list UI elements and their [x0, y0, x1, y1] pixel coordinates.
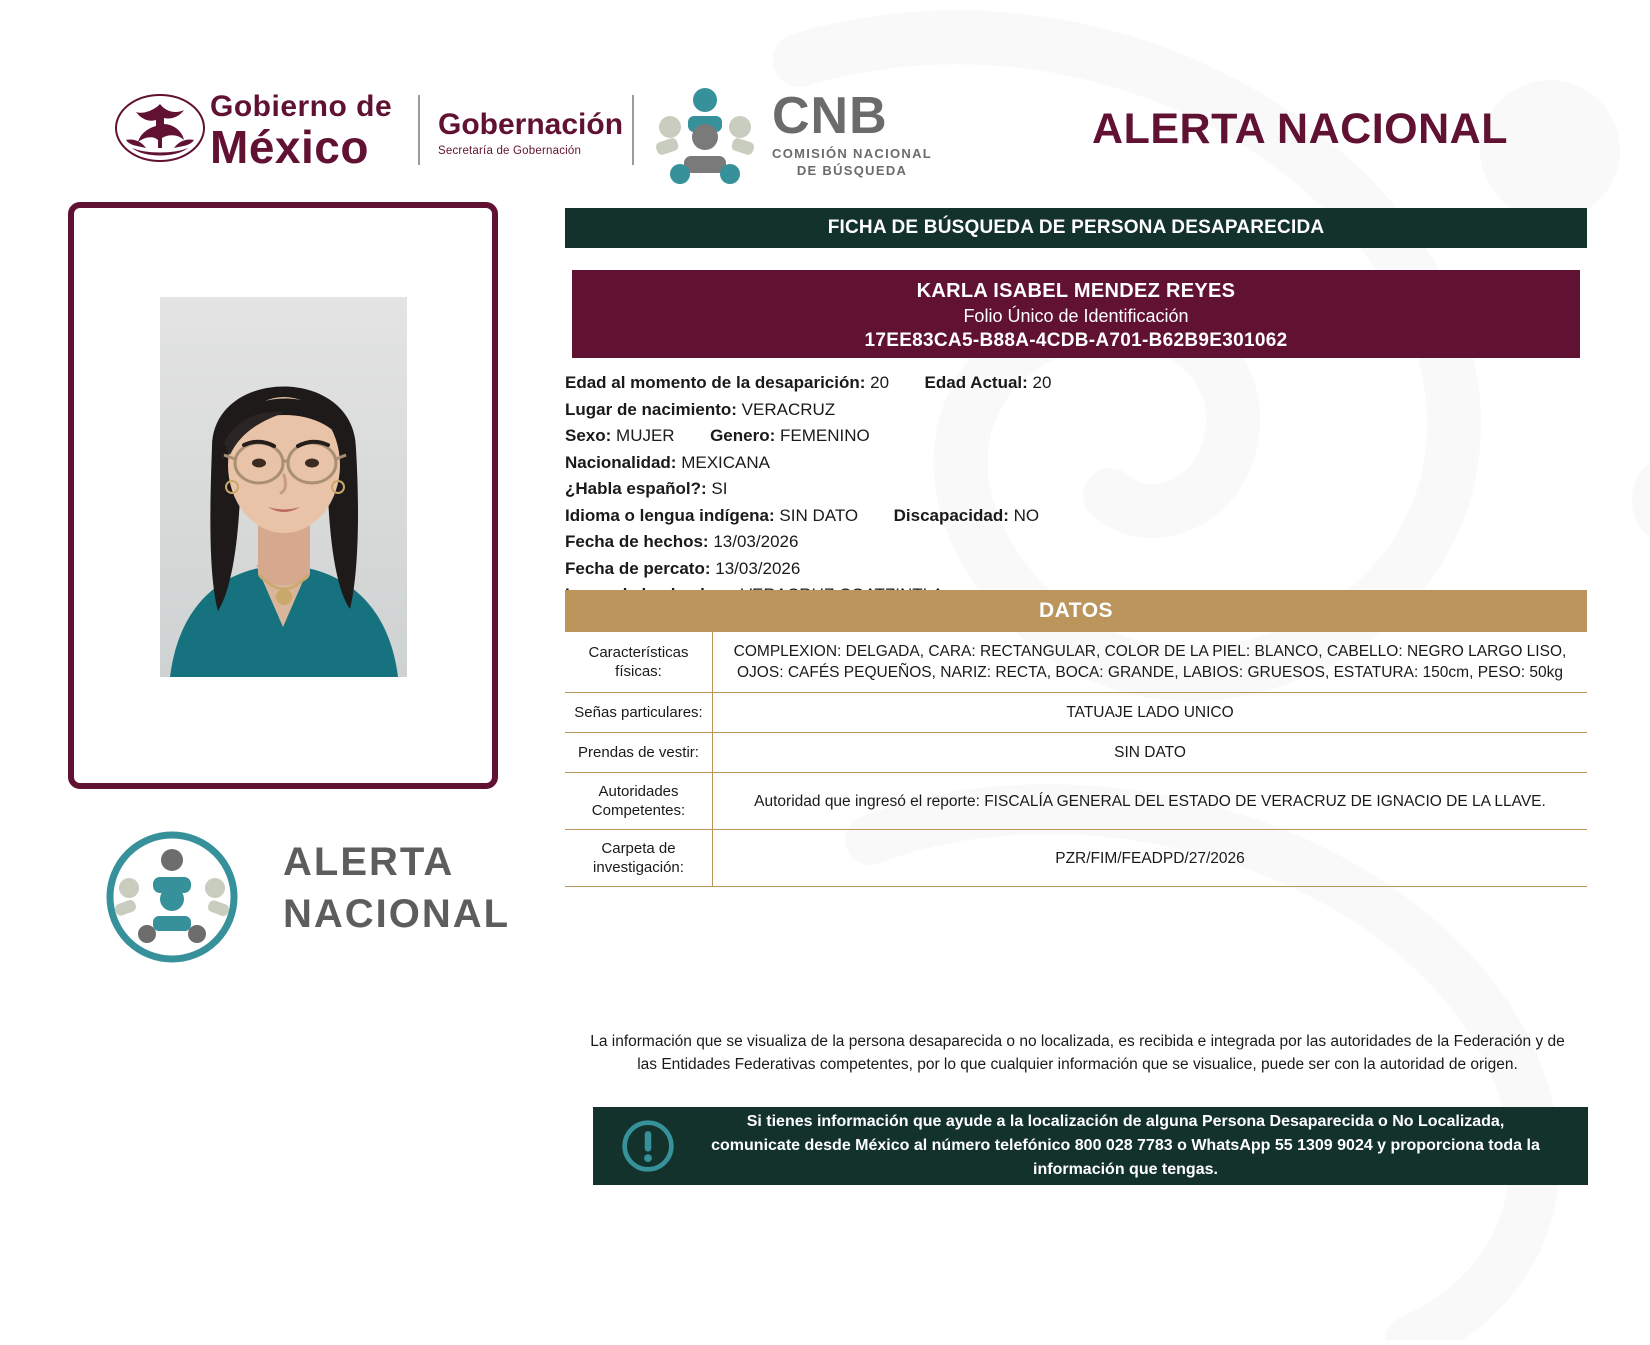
label-edad-desaparicion: Edad al momento de la desaparición:	[565, 373, 866, 392]
ficha-banner: FICHA DE BÚSQUEDA DE PERSONA DESAPARECIDA	[565, 208, 1587, 248]
datos-value-2: SIN DATO	[713, 733, 1588, 773]
label-sexo: Sexo:	[565, 426, 612, 445]
person-banner	[572, 270, 1580, 358]
label-edad-actual: Edad Actual:	[924, 373, 1028, 392]
folio-label: Folio Único de Identificación	[963, 306, 1189, 326]
field-row-lugar-nacimiento	[565, 397, 1587, 424]
label-habla-espanol: ¿Habla español?:	[565, 479, 707, 498]
label-fecha-hechos: Fecha de hechos:	[565, 532, 709, 551]
person-fields	[565, 370, 1587, 609]
alerta-badge-icon	[85, 830, 260, 965]
field-row-sexo-genero	[565, 423, 1587, 450]
contact-bar	[593, 1107, 1588, 1185]
missing-person-photo	[160, 297, 407, 677]
segob-wordmark	[438, 108, 623, 157]
label-nacionalidad: Nacionalidad:	[565, 452, 677, 472]
field-row-habla-espanol	[565, 476, 1587, 503]
value-discapacidad: NO	[1013, 505, 1040, 525]
datos-label-4: Carpeta de investigación:	[565, 830, 713, 887]
segob-line2: Secretaría de Gobernación	[438, 145, 582, 157]
field-row-idioma-discapacidad	[565, 503, 1587, 530]
datos-header: DATOS	[565, 590, 1587, 632]
value-edad-desaparicion: 20	[870, 373, 890, 392]
label-fecha-percato: Fecha de percato:	[565, 558, 711, 578]
alerta-nacional-badge	[85, 830, 511, 965]
value-nacionalidad: MEXICANA	[681, 452, 770, 472]
datos-value-4: PZR/FIM/FEADPD/27/2026	[713, 830, 1588, 887]
cnb-line2: DE BÚSQUEDA	[796, 162, 908, 178]
label-genero: Genero:	[710, 426, 776, 445]
contact-text: Si tienes información que ayude a la localización de alguna Persona Desaparecida o No Localizada, comunicate desde México al número telefónico 800 028 7783 o WhatsApp 55 1309 9024 y proporciona toda la información que tengas.	[711, 1113, 1540, 1178]
table-row	[565, 733, 1587, 773]
table-row	[565, 693, 1587, 733]
label-lugar-nacimiento: Lugar de nacimiento:	[565, 399, 737, 419]
field-row-fecha-percato	[565, 556, 1587, 583]
datos-label-3: Autoridades Competentes:	[565, 773, 713, 830]
label-idioma: Idioma o lengua indígena:	[565, 505, 775, 525]
field-row-fecha-hechos	[565, 529, 1587, 556]
value-edad-actual: 20	[1032, 373, 1052, 392]
badge-word-nacional: NACIONAL	[283, 892, 511, 936]
table-row	[565, 632, 1587, 693]
datos-table	[565, 632, 1587, 887]
table-row	[565, 773, 1587, 830]
badge-word-alerta: ALERTA	[283, 840, 455, 884]
page-title: ALERTA NACIONAL	[1092, 105, 1508, 153]
person-name: KARLA ISABEL MENDEZ REYES	[916, 280, 1236, 302]
datos-value-3: Autoridad que ingresó el reporte: FISCALÍA GENERAL DEL ESTADO DE VERACRUZ DE IGNACIO DE LA LLAVE.	[713, 773, 1588, 830]
table-row	[565, 830, 1587, 887]
datos-label-1: Señas particulares:	[565, 693, 713, 733]
page-header	[0, 0, 1650, 190]
value-fecha-percato: 13/03/2026	[715, 558, 801, 578]
mexican-coat-of-arms-icon	[112, 92, 208, 164]
cnb-acronym: CNB	[772, 87, 888, 145]
folio-value: 17EE83CA5-B88A-4CDB-A701-B62B9E301062	[864, 330, 1288, 351]
field-row-nacionalidad	[565, 450, 1587, 477]
value-sexo: MUJER	[616, 426, 675, 445]
cnb-wordmark	[772, 87, 933, 179]
exclamation-icon	[593, 1118, 703, 1174]
datos-label-2: Prendas de vestir:	[565, 733, 713, 773]
value-fecha-hechos: 13/03/2026	[713, 532, 799, 551]
header-divider-2	[632, 95, 634, 165]
header-divider-1	[418, 95, 420, 165]
datos-value-1: TATUAJE LADO UNICO	[713, 693, 1588, 733]
gob-line2: México	[210, 121, 369, 173]
datos-label-0: Características físicas:	[565, 632, 713, 693]
value-habla-espanol: SI	[711, 479, 728, 498]
disclaimer-text: La información que se visualiza de la persona desaparecida o no localizada, es recibida e integrada por las autoridades de la Federación y de las Entidades Federativas competentes, por lo que cualquier información que se visualice, puede ser con la autoridad de origen.	[590, 1033, 1565, 1073]
datos-value-0: COMPLEXION: DELGADA, CARA: RECTANGULAR, COLOR DE LA PIEL: BLANCO, CABELLO: NEGRO LARGO LISO, OJOS: CAFÉS PEQUEÑOS, NARIZ: RECTA, BOCA: GRANDE, LABIOS: GRUESOS, ESTATURA: 150cm, PESO: 50kg	[713, 632, 1588, 693]
value-lugar-nacimiento: VERACRUZ	[741, 399, 836, 419]
cnb-line1: COMISIÓN NACIONAL	[772, 146, 933, 162]
value-idioma: SIN DATO	[779, 505, 859, 525]
value-genero: FEMENINO	[779, 426, 870, 445]
segob-line1: Gobernación	[438, 108, 624, 141]
gobierno-de-mexico-wordmark	[210, 90, 393, 173]
label-discapacidad: Discapacidad:	[893, 505, 1009, 525]
gob-line1: Gobierno de	[210, 90, 393, 123]
cnb-logo-icon	[650, 82, 760, 187]
field-row-edad	[565, 370, 1587, 397]
